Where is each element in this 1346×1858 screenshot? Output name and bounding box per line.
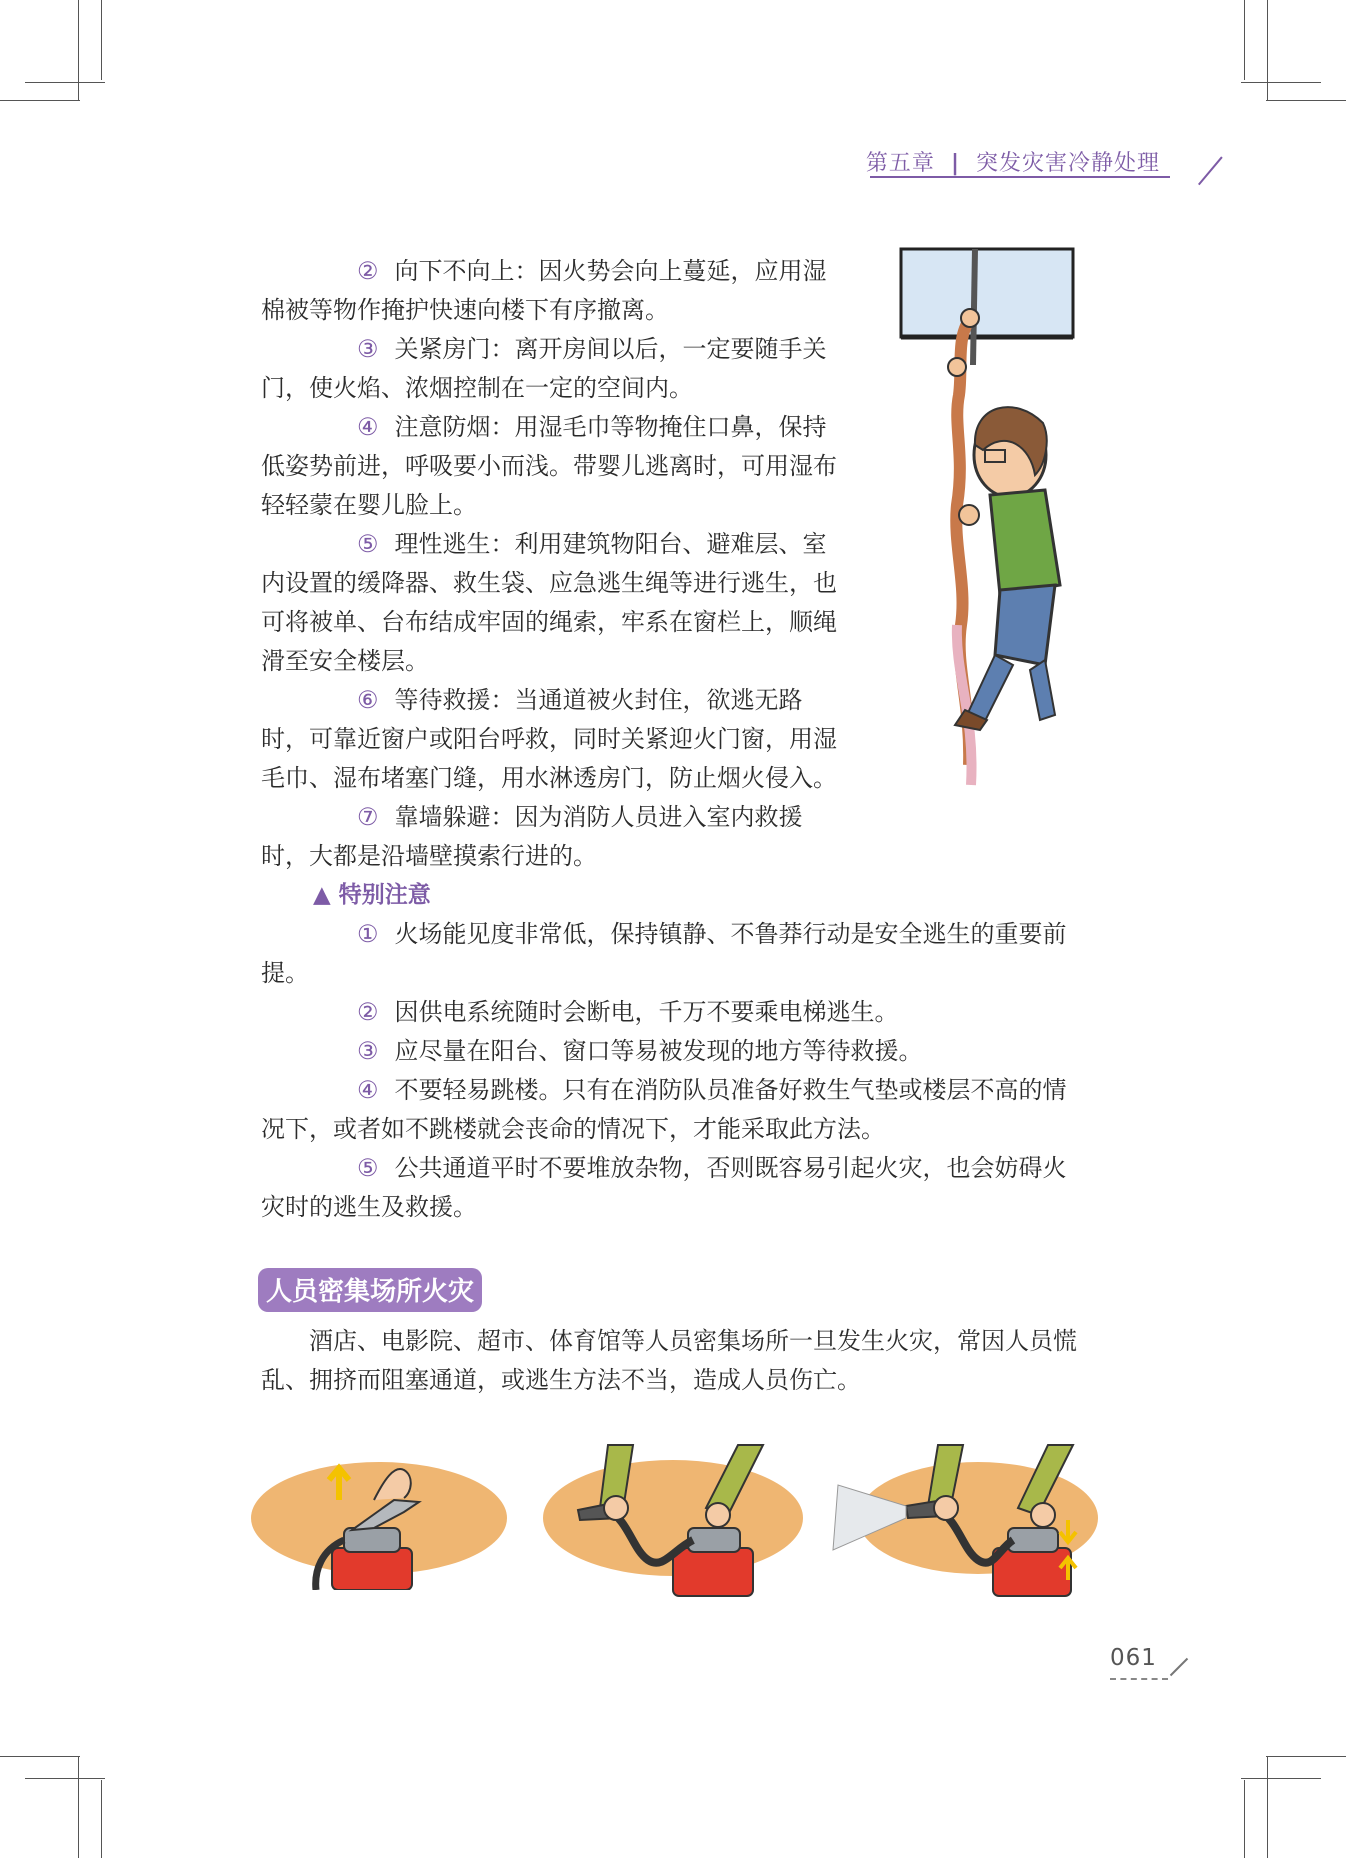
chapter-label: 第五章 [865,151,935,176]
list-item [261,1032,1083,1071]
item-text: 靠墙躲避：因为消防人员进入室内救援时，大都是沿墙壁摸索行进的。 [261,803,803,870]
crop-mark [1241,1778,1321,1779]
item-text: 不要轻易跳楼。只有在消防队员准备好救生气垫或楼层不高的情况下，或者如不跳楼就会丧命的情况下，才能采取此方法。 [261,1076,1067,1143]
item-text: 等待救援：当通道被火封住，欲逃无路时，可靠近窗户或阳台呼救，同时关紧迎火门窗，用湿毛巾、湿布堵塞门缝，用水淋透房门，防止烟火侵入。 [261,686,837,792]
list-item [261,915,1083,993]
crop-mark [78,1756,79,1858]
item-text: 因供电系统随时会断电，千万不要乘电梯逃生。 [394,998,899,1026]
item-number: ⑥ [357,686,379,714]
crop-mark [1244,1780,1245,1858]
crop-mark [78,0,79,100]
section-title: 人员密集场所火灾 [258,1268,482,1312]
crop-mark [25,82,105,83]
crop-mark [1266,1756,1346,1757]
crop-mark [0,1756,80,1757]
item-number: ⑤ [357,530,379,558]
rope-escape-illustration [895,245,1085,815]
item-number: ⑦ [357,803,379,831]
list-item [261,1149,1083,1227]
item-number: ② [357,998,379,1026]
item-number: ① [357,920,379,948]
page-number-slash [1170,1658,1188,1676]
item-number: ④ [357,413,379,441]
item-text: 向下不向上：因火势会向上蔓延，应用湿棉被等物作掩护快速向楼下有序撤离。 [261,257,827,324]
list-item [261,798,843,876]
crop-mark [1267,1756,1268,1858]
list-item [261,993,1083,1032]
running-header-text [866,146,1160,177]
item-text: 公共通道平时不要堆放杂物，否则既容易引起火灾，也会妨碍火灾时的逃生及救援。 [261,1154,1067,1221]
item-text: 注意防烟：用湿毛巾等物掩住口鼻，保持低姿势前进，呼吸要小而浅。带婴儿逃离时，可用湿布轻轻蒙在婴儿脸上。 [261,413,837,519]
chapter-title: 突发灾害冷静处理 [975,151,1160,176]
crop-mark [1244,0,1245,80]
crop-mark [101,0,102,80]
special-note-title: ▲ 特别注意 [313,882,431,908]
crop-mark [1267,0,1268,100]
crop-mark [0,100,80,101]
item-text: 关紧房门：离开房间以后，一定要随手关门，使火焰、浓烟控制在一定的空间内。 [261,335,827,402]
section-paragraph: 酒店、电影院、超市、体育馆等人员密集场所一旦发生火灾，常因人员慌乱、拥挤而阻塞通道，或逃生方法不当，造成人员伤亡。 [261,1327,1077,1394]
extinguisher-step-1-illustration [244,1440,514,1590]
item-number: ⑤ [357,1154,379,1182]
list-item [261,525,843,681]
special-note [261,876,1083,1227]
list-item [261,330,843,408]
item-text: 理性逃生：利用建筑物阳台、避难层、室内设置的缓降器、救生袋、应急逃生绳等进行逃生，也可将被单、台布结成牢固的绳索，牢系在窗栏上，顺绳滑至安全楼层。 [261,530,837,675]
item-number: ② [357,257,379,285]
header-rule [870,176,1170,178]
section-paragraph-block [261,1322,1083,1400]
crop-mark [25,1778,105,1779]
list-item [261,408,843,525]
item-number: ④ [357,1076,379,1104]
header-separator: | [950,151,960,176]
list-item [261,252,843,330]
crop-mark [1241,82,1321,83]
extinguisher-step-3-illustration [828,1440,1098,1600]
extinguisher-step-2-illustration [538,1440,808,1600]
page-number: 061 [1110,1645,1157,1671]
item-number: ③ [357,1037,379,1065]
list-item [261,681,843,798]
header-slash [1198,156,1223,185]
escape-tips-list [261,252,843,876]
crop-mark [1266,100,1346,101]
item-text: 火场能见度非常低，保持镇静、不鲁莽行动是安全逃生的重要前提。 [261,920,1067,987]
list-item [261,1071,1083,1149]
page-number-underline [1110,1678,1168,1680]
item-text: 应尽量在阳台、窗口等易被发现的地方等待救援。 [394,1037,923,1065]
item-number: ③ [357,335,379,363]
running-header [865,146,1200,178]
crop-mark [101,1780,102,1858]
